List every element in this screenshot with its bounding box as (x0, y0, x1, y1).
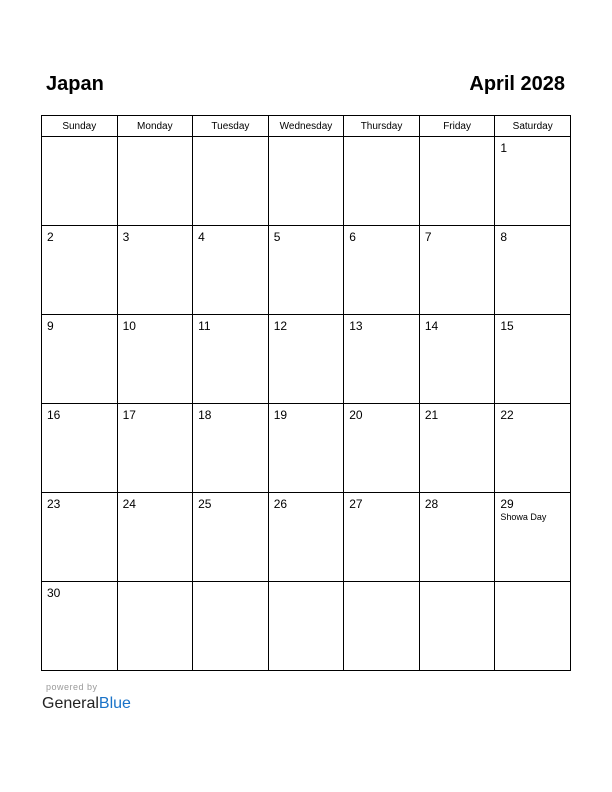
week-row (42, 137, 571, 226)
day-cell (42, 137, 118, 226)
powered-by-text: powered by (46, 682, 98, 692)
day-number: 5 (273, 230, 281, 244)
day-cell (193, 582, 269, 671)
day-number (118, 137, 193, 141)
day-number (193, 137, 268, 141)
day-number: 1 (500, 141, 508, 155)
day-cell (344, 315, 420, 404)
calendar-body (42, 137, 571, 671)
day-number: 2 (47, 230, 54, 244)
day-cell (268, 137, 344, 226)
day-number: 24 (122, 497, 136, 511)
day-number: 22 (500, 408, 514, 422)
day-cell (42, 315, 118, 404)
day-number: 9 (47, 319, 54, 333)
week-row (42, 315, 571, 404)
day-cell (117, 315, 193, 404)
day-number (193, 582, 268, 586)
day-cell (268, 582, 344, 671)
day-cell (495, 493, 571, 582)
day-cell (268, 315, 344, 404)
day-cell (42, 582, 118, 671)
day-cell (419, 226, 495, 315)
day-cell (344, 226, 420, 315)
day-cell (193, 226, 269, 315)
day-number: 11 (198, 319, 211, 333)
week-row (42, 582, 571, 671)
day-number: 25 (198, 497, 212, 511)
weekday-header: Saturday (495, 116, 571, 137)
day-number: 3 (122, 230, 130, 244)
day-number: 28 (424, 497, 439, 511)
day-cell (419, 493, 495, 582)
weekday-header: Friday (419, 116, 495, 137)
day-number (118, 582, 193, 586)
day-cell (495, 582, 571, 671)
day-number: 17 (122, 408, 136, 422)
day-number: 4 (198, 230, 205, 244)
weekday-header: Tuesday (193, 116, 269, 137)
day-cell (193, 137, 269, 226)
day-cell (344, 493, 420, 582)
day-cell (344, 137, 420, 226)
weekday-header: Sunday (42, 116, 118, 137)
day-number: 7 (424, 230, 432, 244)
day-cell (419, 404, 495, 493)
day-cell (117, 493, 193, 582)
day-number: 6 (349, 230, 356, 244)
day-cell (193, 404, 269, 493)
day-cell (495, 226, 571, 315)
day-cell (193, 315, 269, 404)
day-number: 26 (273, 497, 288, 511)
day-number: 12 (273, 319, 288, 333)
day-number: 19 (273, 408, 288, 422)
day-cell (117, 226, 193, 315)
day-cell (117, 582, 193, 671)
day-number (420, 582, 495, 586)
week-row (42, 404, 571, 493)
day-number (344, 582, 419, 586)
day-cell (42, 493, 118, 582)
day-cell (42, 404, 118, 493)
day-number: 18 (198, 408, 212, 422)
weekday-header: Thursday (344, 116, 420, 137)
day-cell (42, 226, 118, 315)
day-cell (495, 315, 571, 404)
day-cell (344, 582, 420, 671)
day-number (269, 137, 344, 141)
day-number: 14 (424, 319, 439, 333)
weekday-header-row (42, 116, 571, 137)
day-number: 27 (349, 497, 363, 511)
day-number: 16 (47, 408, 61, 422)
generalblue-logo (42, 694, 131, 714)
day-cell (495, 404, 571, 493)
brand-name-part2: Blue (98, 695, 131, 712)
day-number (495, 582, 570, 586)
day-cell (117, 404, 193, 493)
day-number (344, 137, 419, 141)
day-number: 23 (47, 497, 61, 511)
day-cell (268, 493, 344, 582)
day-cell (419, 137, 495, 226)
day-number (42, 137, 117, 141)
holiday-label: Showa Day (500, 512, 547, 522)
day-number: 10 (122, 319, 136, 333)
day-number: 13 (349, 319, 363, 333)
day-number: 15 (500, 319, 514, 333)
day-number (420, 137, 495, 141)
day-cell (193, 493, 269, 582)
weekday-header: Wednesday (268, 116, 344, 137)
day-number: 29 (500, 497, 514, 511)
day-number: 30 (47, 586, 61, 600)
day-number: 8 (500, 230, 508, 244)
day-number (269, 582, 344, 586)
day-cell (117, 137, 193, 226)
day-cell (495, 137, 571, 226)
day-number: 20 (349, 408, 363, 422)
calendar-grid (41, 115, 571, 671)
month-title: April 2028 (469, 73, 565, 95)
week-row (42, 226, 571, 315)
weekday-header: Monday (117, 116, 193, 137)
day-cell (268, 404, 344, 493)
day-cell (268, 226, 344, 315)
day-cell (419, 582, 495, 671)
brand-name-part1: General (42, 695, 99, 712)
day-cell (419, 315, 495, 404)
day-cell (344, 404, 420, 493)
week-row (42, 493, 571, 582)
country-title: Japan (46, 73, 104, 95)
day-number: 21 (424, 408, 439, 422)
